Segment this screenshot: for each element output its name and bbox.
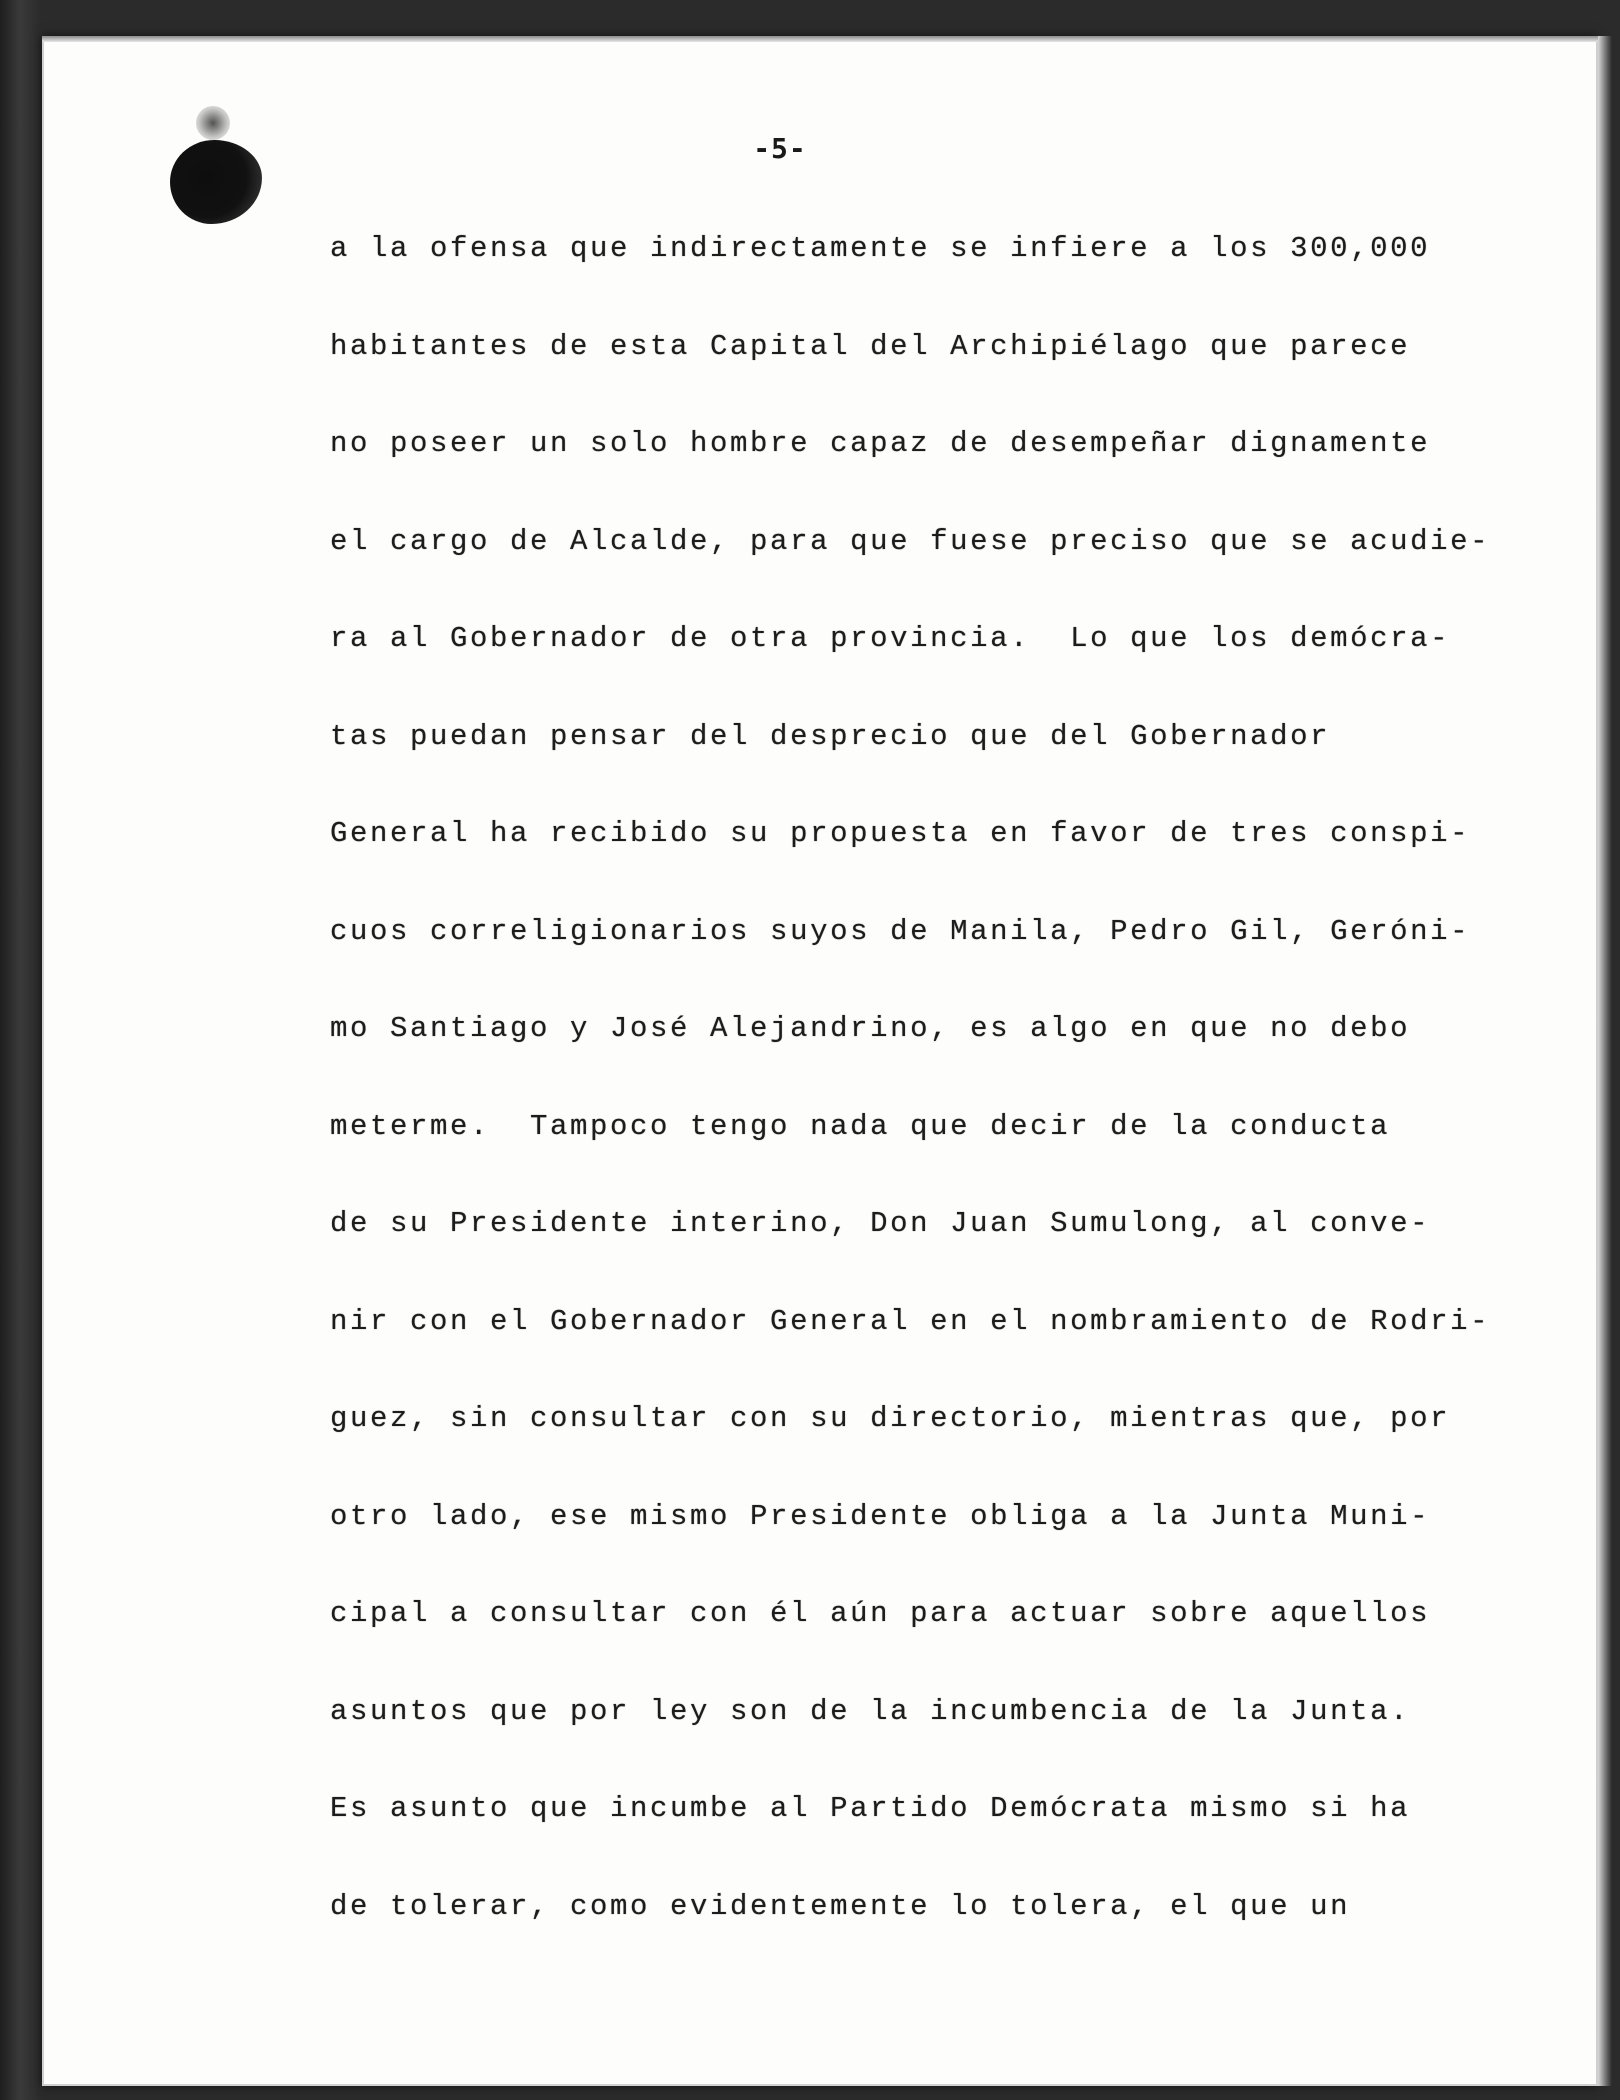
text-line: General ha recibido su propuesta en favor de tres conspi- bbox=[330, 817, 1471, 850]
text-line: el cargo de Alcalde, para que fuese preciso que se acudie- bbox=[330, 524, 1491, 558]
text-line: de tolerar, como evidentemente lo tolera, el que un bbox=[330, 1889, 1351, 1923]
text-line: cipal a consultar con él aún para actuar sobre aquellos bbox=[330, 1597, 1431, 1630]
text-line: ra al Gobernador de otra provincia. Lo que los demócra- bbox=[330, 622, 1451, 655]
typewritten-body bbox=[330, 222, 1490, 1977]
text-line: no poseer un solo hombre capaz de desempeñar dignamente bbox=[330, 427, 1431, 460]
ink-smudge bbox=[196, 106, 230, 140]
text-line: Es asunto que incumbe al Partido Demócrata mismo si ha bbox=[330, 1792, 1411, 1825]
text-line: a la ofensa que indirectamente se infiere a los 300,000 bbox=[330, 232, 1431, 265]
text-line: otro lado, ese mismo Presidente obliga a la Junta Muni- bbox=[330, 1499, 1431, 1533]
text-line: habitantes de esta Capital del Archipiélago que parece bbox=[330, 329, 1411, 363]
text-line: asuntos que por ley son de la incumbencia de la Junta. bbox=[330, 1694, 1411, 1728]
text-line: tas puedan pensar del desprecio que del Gobernador bbox=[330, 719, 1331, 753]
text-line: mo Santiago y José Alejandrino, es algo en que no debo bbox=[330, 1012, 1411, 1045]
page-number: -5- bbox=[753, 132, 807, 165]
text-line: nir con el Gobernador General en el nombramiento de Rodri- bbox=[330, 1304, 1491, 1338]
page-edge-shadow bbox=[1598, 36, 1612, 2086]
text-line: cuos correligionarios suyos de Manila, Pedro Gil, Geróni- bbox=[330, 914, 1471, 948]
text-line: de su Presidente interino, Don Juan Sumulong, al conve- bbox=[330, 1207, 1431, 1240]
text-line: meterme. Tampoco tengo nada que decir de la conducta bbox=[330, 1109, 1391, 1143]
text-line: guez, sin consultar con su directorio, mientras que, por bbox=[330, 1402, 1451, 1435]
